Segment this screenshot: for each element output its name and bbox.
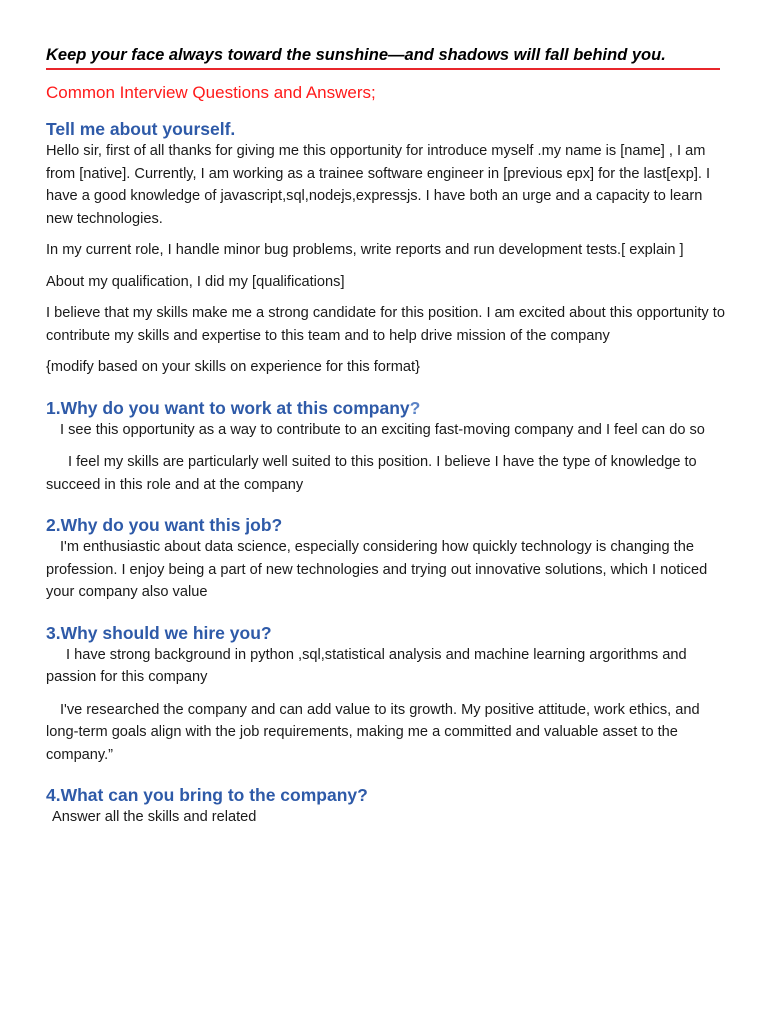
- answer-paragraph-intro: Hello sir, first of all thanks for giving me this opportunity for introduce myself .my name is [name] , I am from [native]. Currently, I am working as a trainee software engineer in [previous epx] for the last[exp]. I have a good knowledge of javascript,sql,nodejs,expressjs. I have both an urge and a capacity to learn new technologies.: [46, 143, 711, 227]
- answer-paragraph-qualification: About my qualification, I did my [qualifications]: [46, 273, 345, 290]
- answer-paragraph-why-company-2: I feel my skills are particularly well suited to this position. I believe I have the type of knowledge to succeed in this role and at the company: [46, 454, 697, 493]
- heading-text: 1.Why do you want to work at this company: [46, 397, 410, 418]
- section-heading-why-hire: 3.Why should we hire you?: [46, 622, 272, 643]
- answer-paragraph-why-hire-1: I have strong background in python ,sql,statistical analysis and machine learning argorithms and passion for this company: [46, 646, 687, 685]
- heading-question-mark: ?: [409, 397, 421, 418]
- motivational-quote: Keep your face always toward the sunshine—and shadows will fall behind you.: [46, 44, 720, 70]
- section-heading-why-company: [46, 397, 728, 419]
- answer-paragraph-strong-candidate: I believe that my skills make me a strong candidate for this position. I am excited about this opportunity to contribute my skills and expertise to this team and to help drive mission of the company: [46, 305, 725, 344]
- answer-paragraph-modify-note: {modify based on your skills on experience for this format}: [46, 359, 420, 375]
- section-heading-bring-to-company: 4.What can you bring to the company?: [46, 785, 368, 805]
- document-subtitle: Common Interview Questions and Answers;: [46, 83, 376, 102]
- answer-paragraph-bring-to-company: Answer all the skills and related: [52, 809, 257, 825]
- answer-paragraph-current-role: In my current role, I handle minor bug problems, write reports and run development tests.[ explain ]: [46, 242, 684, 258]
- section-heading-about-yourself: Tell me about yourself.: [46, 119, 236, 139]
- answer-paragraph-why-company-1: I see this opportunity as a way to contribute to an exciting fast-moving company and I feel can do so: [60, 421, 705, 438]
- section-heading-why-job: 2.Why do you want this job?: [46, 515, 283, 535]
- answer-paragraph-why-hire-2: I've researched the company and can add value to its growth. My positive attitude, work ethics, and long-term goals align with the job requirements, making me a committed and valuable asset to the company.”: [46, 701, 700, 763]
- answer-paragraph-why-job: I'm enthusiastic about data science, especially considering how quickly technology is changing the profession. I enjoy being a part of new technologies and trying out innovative solutions, which I noticed your company also value: [46, 539, 708, 600]
